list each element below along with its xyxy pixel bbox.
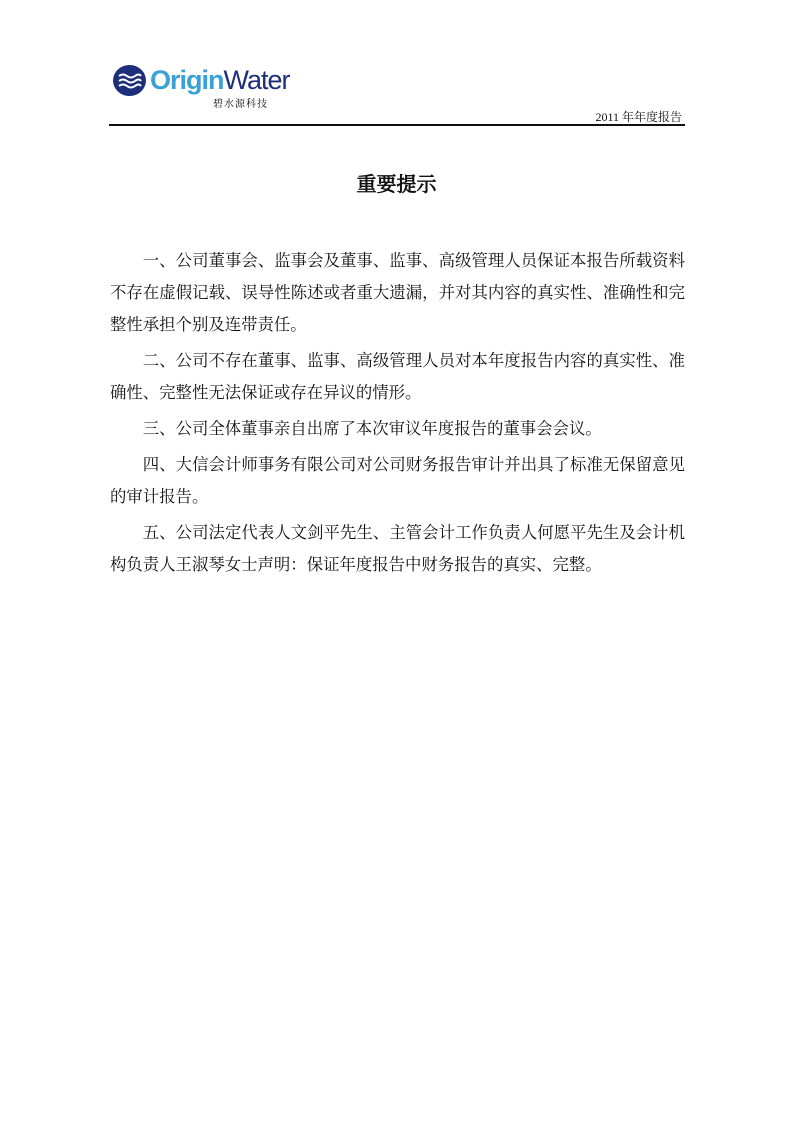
logo-wordmark [150, 65, 290, 96]
company-logo [113, 63, 290, 111]
water-wave-icon [113, 65, 146, 96]
notice-paragraph-2: 二、公司不存在董事、监事、高级管理人员对本年度报告内容的真实性、准确性、完整性无法保证或存在异议的情形。 [110, 351, 685, 402]
notice-paragraph-4: 四、大信会计师事务有限公司对公司财务报告审计并出具了标准无保留意见的审计报告。 [110, 455, 685, 506]
notice-paragraph-3: 三、公司全体董事亲自出席了本次审议年度报告的董事会会议。 [142, 419, 602, 438]
logo-subtitle: 碧水源科技 [213, 99, 268, 110]
logo-origin: Origin [150, 65, 224, 95]
notice-paragraph-1: 一、公司董事会、监事会及董事、监事、高级管理人员保证本报告所载资料不存在虚假记载、误导性陈述或者重大遗漏，并对其内容的真实性、准确性和完整性承担个别及连带责任。 [110, 251, 685, 334]
page-title: 重要提示 [356, 174, 437, 196]
header-divider [109, 124, 685, 126]
logo-water: Water [223, 65, 290, 95]
notice-paragraph-5: 五、公司法定代表人文剑平先生、主管会计工作负责人何愿平先生及会计机构负责人王淑琴女士声明：保证年度报告中财务报告的真实、完整。 [110, 523, 685, 574]
report-label: 2011 年年度报告 [595, 110, 682, 124]
notice-body [110, 245, 685, 585]
